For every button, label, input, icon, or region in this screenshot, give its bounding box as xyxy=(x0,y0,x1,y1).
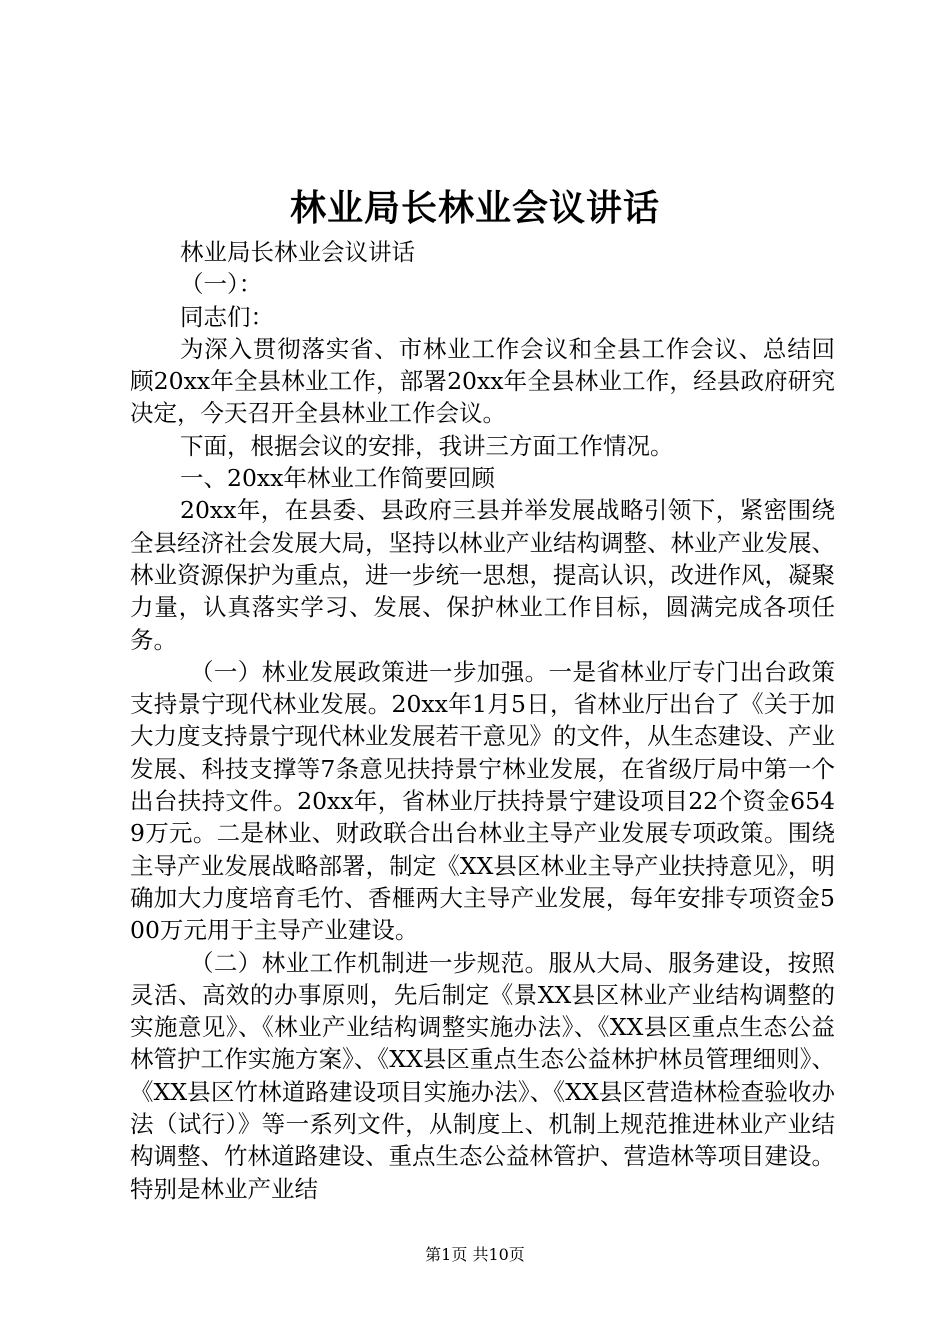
paragraph-salutation: 同志们： xyxy=(180,302,274,331)
page-footer: 第1页 共10页 xyxy=(425,1245,525,1264)
document-title: 林业局长林业会议讲话 xyxy=(289,187,660,229)
paragraph-intro: 为深入贯彻落实省、市林业工作会议和全县工作会议、总结回顾20xx年全县林业工作，部署20xx年全县林业工作，经县政府研究决定，今天召开全县林业工作会议。 xyxy=(130,334,835,428)
paragraph-review: 20xx年，在县委、县政府三县并举发展战略引领下，紧密围绕全县经济社会发展大局，坚持以林业产业结构调整、林业产业发展、林业资源保护为重点，进一步统一思想，提高认识，改进作风，凝聚力量，认真落实学习、发展、保护林业工作目标，圆满完成各项任务。 xyxy=(130,496,835,654)
document-body xyxy=(130,236,835,1205)
paragraph-mechanism: （二）林业工作机制进一步规范。服从大局、服务建设，按照灵活、高效的办事原则，先后制定《景XX县区林业产业结构调整的实施意见》、《林业产业结构调整实施办法》、《XX县区重点生态公益林管护工作实施方案》、《XX县区重点生态公益林护林员管理细则》、《XX县区竹林道路建设项目实施办法》、《XX县区营造林检查验收办法（试行）》等一系列文件，从制度上、机制上规范推进林业产业结构调整、竹林道路建设、重点生态公益林管护、营造林等项目建设。特别是林业产业结 xyxy=(130,948,835,1203)
paragraph-policy: （一）林业发展政策进一步加强。一是省林业厅专门出台政策支持景宁现代林业发展。20xx年1月5日，省林业厅出台了《关于加大力度支持景宁现代林业发展若干意见》的文件，从生态建设、产业发展、科技支撑等7条意见扶持景宁林业发展，在省级厅局中第一个出台扶持文件。20xx年，省林业厅扶持景宁建设项目22个资金6549万元。二是林业、财政联合出台林业主导产业发展专项政策。围绕主导产业发展战略部署，制定《XX县区林业主导产业扶持意见》，明确加大力度培育毛竹、香榧两大主导产业发展，每年安排专项资金500万元用于主导产业建设。 xyxy=(130,657,835,945)
paragraph-section-marker: （一）： xyxy=(180,270,263,299)
paragraph-subtitle: 林业局长林业会议讲话 xyxy=(180,238,415,266)
paragraph-outline: 下面，根据会议的安排，我讲三方面工作情况。 xyxy=(180,431,674,460)
section-heading-review: 一、20xx年林业工作简要回顾 xyxy=(180,464,495,493)
